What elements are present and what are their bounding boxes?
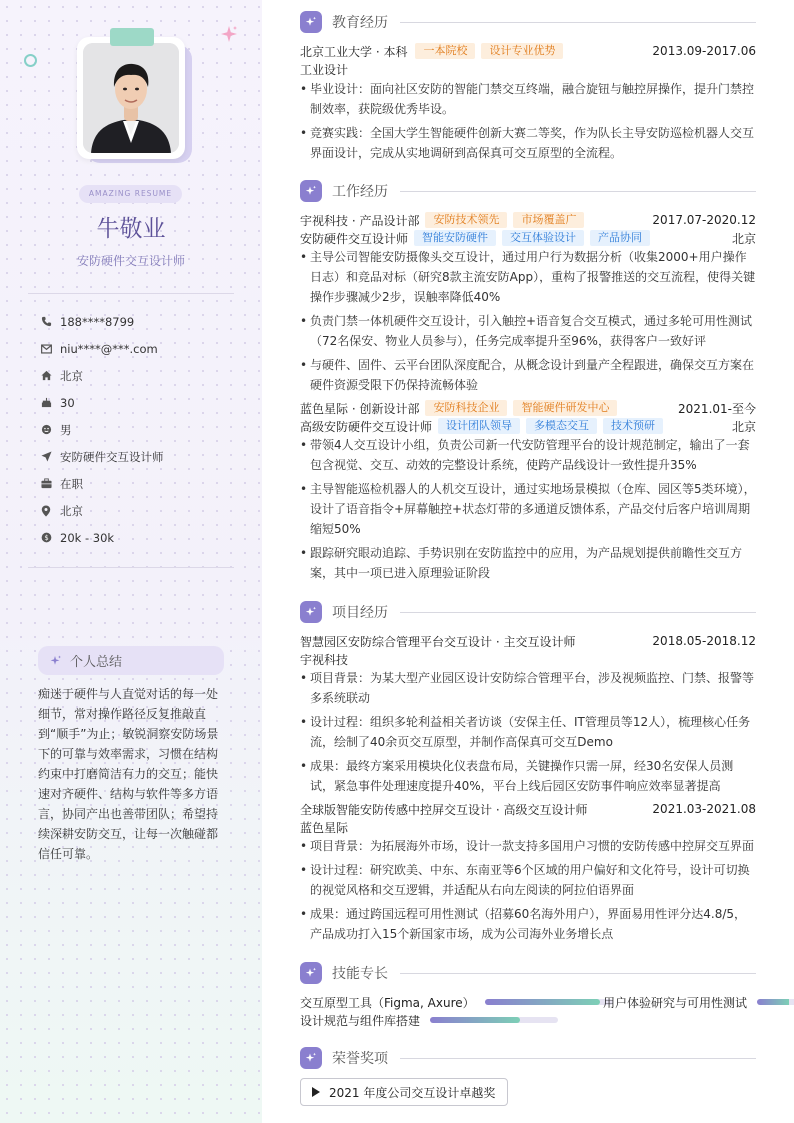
info-phone: 188****8799 [40,308,164,335]
project-header [300,800,756,818]
section-rule [400,22,756,23]
list-item: • 毕业设计：面向社区安防的智能门禁交互终端，融合旋钮与触控屏操作，提升门禁控制效率，获院级优秀毕设。 [300,82,755,116]
tag: 产品协同 [590,230,650,246]
section-rule [400,612,756,613]
list-item: • 设计过程：组织多轮利益相关者访谈（安保主任、IT管理员等12人），梳理核心任务流，绘制了40余页交互原型，并制作高保真可交互Demo [300,715,751,749]
skill-item [300,1012,558,1028]
project-org-row [300,818,756,836]
project-header [300,632,756,650]
sparkle-icon [50,655,62,667]
divider [28,293,234,294]
section-title: 技能专长 [332,966,388,982]
summary-text: 痴迷于硬件与人直觉对话的每一处细节，常对操作路径反复推敲直到“顺手”为止；敏锐洞察安防场景下的可靠与效率需求，习惯在结构约束中打磨简洁有力的交互；能快速对齐硬件、结构与软件等多方语言，协同产出也善带团队；希望持续深耕安防交互，让每一次触碰都信任可靠。 [38,687,219,861]
svg-text:$: $ [43,533,49,542]
info-gender: 男 [40,416,164,443]
list-item: • 竞赛实践：全国大学生智能硬件创新大赛二等奖，作为队长主导安防巡检机器人交互界面设计，完成从实地调研到高保真可交互原型的全流程。 [300,126,755,160]
list-item: • 跟踪研究眼动追踪、手势识别在安防监控中的应用，为产品规划提供前瞻性交互方案，其中一项已进入原理验证阶段 [300,546,743,580]
job-header [300,399,756,417]
section-rule [400,191,756,192]
tag: 安防技术领先 [425,212,507,228]
skill-item [603,994,794,1010]
list-item: • 负责门禁一体机硬件交互设计，引入触控+语音复合交互模式，通过多轮可用性测试（72名保安、物业人员参与），任务完成率提升至96%，获得客户一致好评 [300,314,753,348]
list-item: • 项目背景：为拓展海外市场，设计一款支持多国用户习惯的安防传感中控屏交互界面 [300,839,755,853]
skill-name: 设计规范与组件库搭建 [300,1013,421,1028]
amazing-resume-badge: AMAZING RESUME [79,185,182,203]
sparkle-icon [219,24,239,44]
tag: 交互体验设计 [502,230,584,246]
skill-item [300,994,613,1010]
tag: 安防科技企业 [425,400,507,416]
tag: 设计专业优势 [481,43,563,59]
sparkle-icon [300,1047,322,1069]
tag: 市场覆盖广 [513,212,584,228]
location-pin-icon [40,505,52,517]
sparkle-icon [300,180,322,202]
mail-icon [40,343,52,355]
job-header [300,211,756,229]
section-work [300,180,756,202]
section-title: 工作经历 [332,184,388,200]
job-title-row [300,417,756,435]
section-awards [300,1047,756,1069]
section-rule [400,973,756,974]
skill-bar-fill [757,999,789,1005]
date: 2013.09-2017.06 [652,44,756,58]
list-item: • 与硬件、固件、云平台团队深度配合，从概念设计到量产全程跟进，确保交互方案在硬件资源受限下仍保持流畅体验 [300,358,755,392]
home-icon [40,370,52,382]
list-item: • 设计过程：研究欧美、中东、东南亚等6个区域的用户偏好和文化符号，设计可切换的视觉风格和交互逻辑，并适配从右向左阅读的阿拉伯语界面 [300,863,750,897]
education-major-row [300,60,756,78]
section-skills [300,962,756,984]
tag: 多模态交互 [526,418,597,434]
school-name: 北京工业大学 · 本科 [300,44,408,59]
date: 2021.01-至今 [678,401,756,416]
city: 北京 [731,419,756,434]
info-email: niu****@***.com [40,335,164,362]
major: 工业设计 [300,62,349,77]
summary-title: 个人总结 [70,655,123,670]
sidebar [0,0,262,1123]
phone-icon [40,316,52,328]
briefcase-icon [40,478,52,490]
sparkle-icon [300,11,322,33]
tag: 技术预研 [603,418,663,434]
info-location: 北京 [40,497,164,524]
info-status: 在职 [40,470,164,497]
list-item: • 成果：通过跨国远程可用性测试（招募60名海外用户），界面易用性评分达4.8/5，产品成功打入15个新国家市场，成为公司海外业务增长点 [300,907,747,941]
list-item: • 带领4人交互设计小组，负责公司新一代安防管理平台的设计规范制定，输出了一套包含视觉、交互、动效的完整设计系统，使跨产品线设计一致性提升35% [300,438,750,472]
section-title: 教育经历 [332,15,388,31]
candidate-role: 安防硬件交互设计师 [76,254,185,268]
skill-bar-fill [430,1017,520,1023]
sparkle-icon [300,962,322,984]
project-org-row [300,650,756,668]
project-org: 宇视科技 [300,652,349,667]
section-title: 荣誉奖项 [332,1051,388,1067]
decor-ring-icon [24,54,37,67]
tag: 设计团队领导 [438,418,520,434]
section-rule [400,1058,756,1059]
job-title: 安防硬件交互设计师 [300,231,409,246]
skill-name: 用户体验研究与可用性测试 [603,995,748,1010]
project-org: 蓝色星际 [300,820,349,835]
gender-icon [40,424,52,436]
skill-bar [485,999,613,1005]
tag: 智能安防硬件 [414,230,496,246]
cake-icon [40,397,52,409]
section-projects [300,601,756,623]
award-item [300,1078,508,1106]
list-item: • 成果：最终方案采用模块化仪表盘布局，关键操作只需一屏，经30名安保人员测试，紧急事件处理速度提升40%，平台上线后园区安防事件响应效率显著提高 [300,759,734,793]
list-item: • 主导智能巡检机器人的人机交互设计，通过实地场景模拟（仓库、园区等5类环境），设计了语音指令+屏幕触控+状态灯带的多通道反馈体系，产品交付后客户培训周期缩短50% [300,482,756,536]
tag: 智能硬件研发中心 [513,400,617,416]
city: 北京 [731,231,756,246]
profile-photo [83,43,179,153]
info-city: 北京 [40,362,164,389]
salary-icon [40,532,52,544]
skill-bar-fill [485,999,600,1005]
profile-photo-frame [77,37,185,159]
project-name: 全球版智能安防传感中控屏交互设计 · 高级交互设计师 [300,802,588,817]
send-icon [40,451,52,463]
list-item: • 项目背景：为某大型产业园区设计安防综合管理平台，涉及视频监控、门禁、报警等多系统联动 [300,671,755,705]
divider [28,567,234,568]
info-age: 30 [40,389,164,416]
tag: 一本院校 [415,43,475,59]
date: 2017.07-2020.12 [652,213,756,227]
company: 蓝色星际 · 创新设计部 [300,401,420,416]
section-title: 项目经历 [332,605,388,621]
job-title: 高级安防硬件交互设计师 [300,419,433,434]
skill-name: 交互原型工具（Figma, Axure） [300,995,475,1010]
project-name: 智慧园区安防综合管理平台交互设计 · 主交互设计师 [300,634,576,649]
info-salary: $ 20k - 30k [40,524,164,551]
info-target-role: 安防硬件交互设计师 [40,443,164,470]
date: 2021.03-2021.08 [652,802,756,816]
contact-info-list [40,308,164,551]
skill-bar [757,999,794,1005]
section-education [300,11,756,33]
job-title-row [300,229,756,247]
award-name: 2021 年度公司交互设计卓越奖 [329,1085,496,1100]
date: 2018.05-2018.12 [652,634,756,648]
candidate-name: 牛敬业 [96,216,166,242]
play-icon [311,1086,321,1098]
photo-tape [110,28,154,46]
skill-bar [430,1017,558,1023]
list-item: • 主导公司智能安防摄像头交互设计，通过用户行为数据分析（收集2000+用户操作日志）和竞品对标（研究8款主流安防App），重构了报警推送的交互流程，使得关键操作步骤减少2步，误触率降低40% [300,250,756,304]
company: 宇视科技 · 产品设计部 [300,213,420,228]
summary-header [38,646,224,675]
education-header [300,42,756,60]
sparkle-icon [300,601,322,623]
